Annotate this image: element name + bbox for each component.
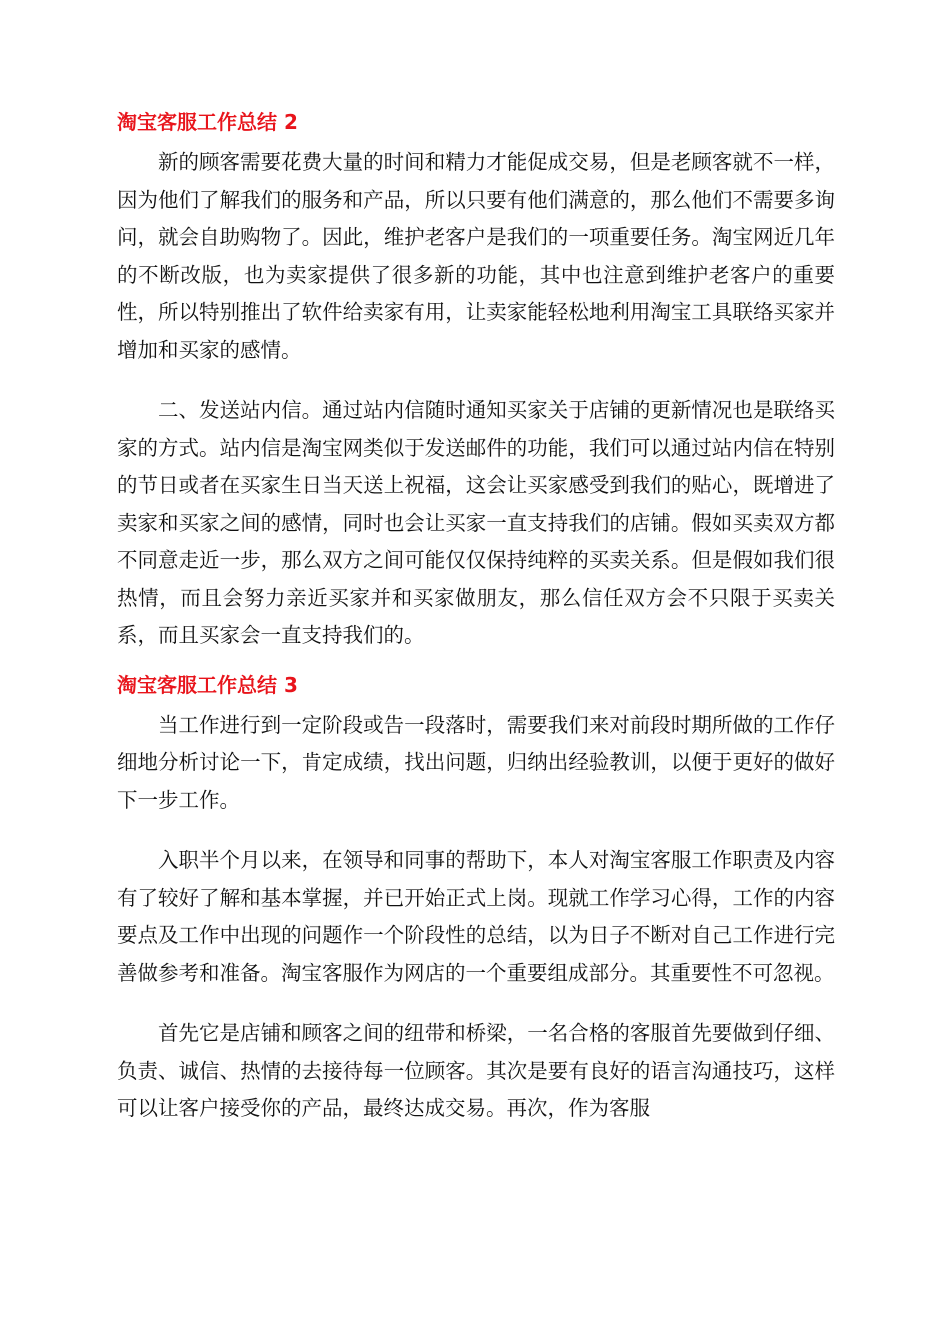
paragraph: 当工作进行到一定阶段或告一段落时，需要我们来对前段时期所做的工作仔细地分析讨论一下，肯定成绩，找出问题，归纳出经验教训，以便于更好的做好下一步工作。 <box>117 712 835 812</box>
section-heading: 淘宝客服工作总结 2 <box>117 110 298 134</box>
paragraph: 新的顾客需要花费大量的时间和精力才能促成交易，但是老顾客就不一样，因为他们了解我们的服务和产品，所以只要有他们满意的，那么他们不需要多询问，就会自助购物了。因此，维护老客户是我们的一项重要任务。淘宝网近几年的不断改版，也为卖家提供了很多新的功能，其中也注意到维护老客户的重要性，所以特别推出了软件给卖家有用，让卖家能轻松地利用淘宝工具联络买家并增加和买家的感情。 <box>117 150 835 362</box>
paragraph: 入职半个月以来，在领导和同事的帮助下，本人对淘宝客服工作职责及内容有了较好了解和基本掌握，并已开始正式上岗。现就工作学习心得，工作的内容要点及工作中出现的问题作一个阶段性的总结，以为日子不断对自己工作进行完善做参考和准备。淘宝客服作为网店的一个重要组成部分。其重要性不可忽视。 <box>117 848 835 985</box>
paragraph: 首先它是店铺和顾客之间的纽带和桥梁，一名合格的客服首先要做到仔细、负责、诚信、热情的去接待每一位顾客。其次是要有良好的语言沟通技巧，这样可以让客户接受你的产品，最终达成交易。再次，作为客服 <box>117 1021 835 1120</box>
document-page <box>117 105 835 1128</box>
section-heading: 淘宝客服工作总结 3 <box>117 672 298 697</box>
paragraph: 二、发送站内信。通过站内信随时通知买家关于店铺的更新情况也是联络买家的方式。站内信是淘宝网类似于发送邮件的功能，我们可以通过站内信在特别的节日或者在买家生日当天送上祝福，这会让买家感受到我们的贴心，既增进了卖家和买家之间的感情，同时也会让买家一直支持我们的店铺。假如买卖双方都不同意走近一步，那么双方之间可能仅仅保持纯粹的买卖关系。但是假如我们很热情，而且会努力亲近买家并和买家做朋友，那么信任双方会不只限于买卖关系，而且买家会一直支持我们的。 <box>117 398 835 647</box>
